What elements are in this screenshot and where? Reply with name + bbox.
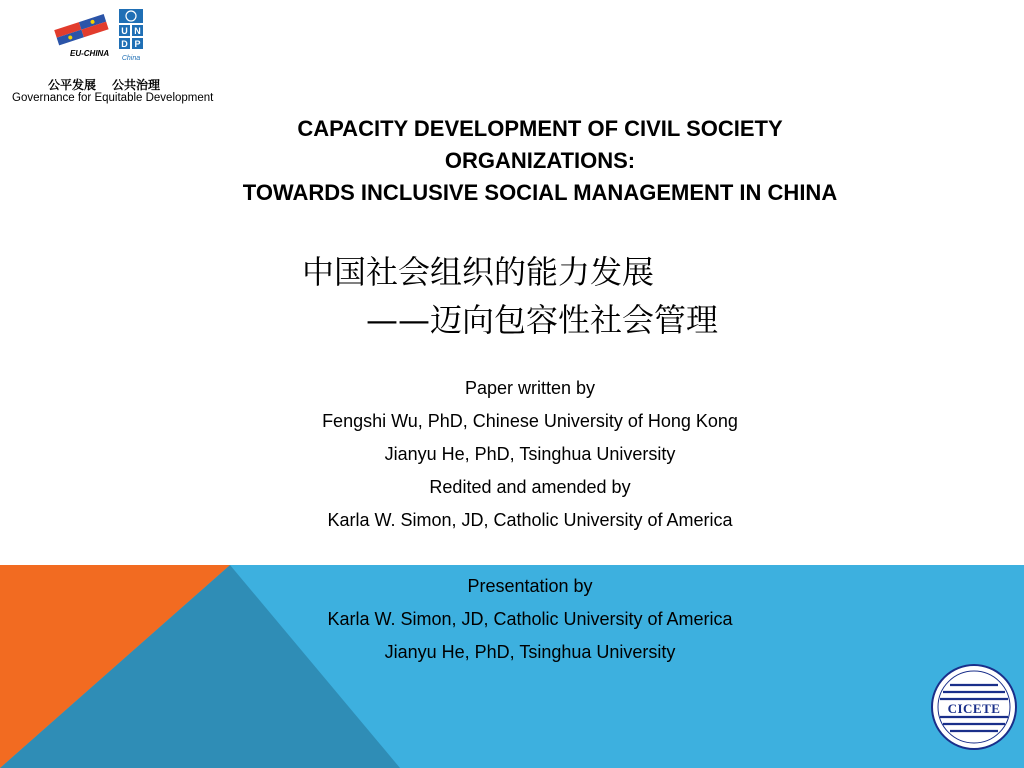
credit-line: Redited and amended by bbox=[429, 477, 631, 497]
credit-line: Jianyu He, PhD, Tsinghua University bbox=[384, 444, 676, 464]
credit-line: Fengshi Wu, PhD, Chinese University of Hong Kong bbox=[322, 411, 738, 431]
undp-logo bbox=[118, 8, 144, 64]
credit-line: Paper written by bbox=[464, 378, 596, 398]
undp-letter-d: D bbox=[121, 39, 128, 49]
cn-title-line-2: ——迈向包容性社会管理 bbox=[366, 301, 719, 339]
undp-sub: China bbox=[121, 55, 141, 62]
undp-letter-u: U bbox=[121, 26, 128, 36]
partner-logos bbox=[8, 6, 214, 106]
programme-name-cn bbox=[48, 76, 160, 93]
presentation-credits bbox=[230, 570, 830, 669]
eu-china-text: EU-CHINA bbox=[70, 49, 110, 58]
credit-line: Karla W. Simon, JD, Catholic University of America bbox=[327, 510, 733, 530]
title-line-3: TOWARDS INCLUSIVE SOCIAL MANAGEMENT IN CHINA bbox=[242, 180, 838, 205]
title-line-2: ORGANIZATIONS: bbox=[444, 148, 636, 173]
presentation-line: Karla W. Simon, JD, Catholic University of America bbox=[327, 609, 733, 629]
eu-china-logo bbox=[48, 12, 128, 62]
undp-letter-n: N bbox=[134, 26, 141, 36]
programme-cn-part2: 公共治理 bbox=[112, 78, 161, 92]
cicete-logo bbox=[930, 663, 1018, 751]
programme-name-en: Governance for Equitable Development bbox=[12, 92, 214, 104]
presentation-line: Jianyu He, PhD, Tsinghua University bbox=[384, 642, 676, 662]
title-line-1: CAPACITY DEVELOPMENT OF CIVIL SOCIETY bbox=[297, 116, 783, 141]
undp-letter-p: P bbox=[134, 39, 141, 49]
slide-title bbox=[100, 113, 980, 209]
cicete-text: CICETE bbox=[947, 701, 1001, 716]
programme-cn-part1: 公平发展 bbox=[48, 78, 97, 92]
cn-title-line-1: 中国社会组织的能力发展 bbox=[302, 253, 655, 291]
paper-credits bbox=[230, 372, 830, 537]
chinese-title bbox=[302, 248, 718, 344]
presentation-line: Presentation by bbox=[467, 576, 593, 596]
